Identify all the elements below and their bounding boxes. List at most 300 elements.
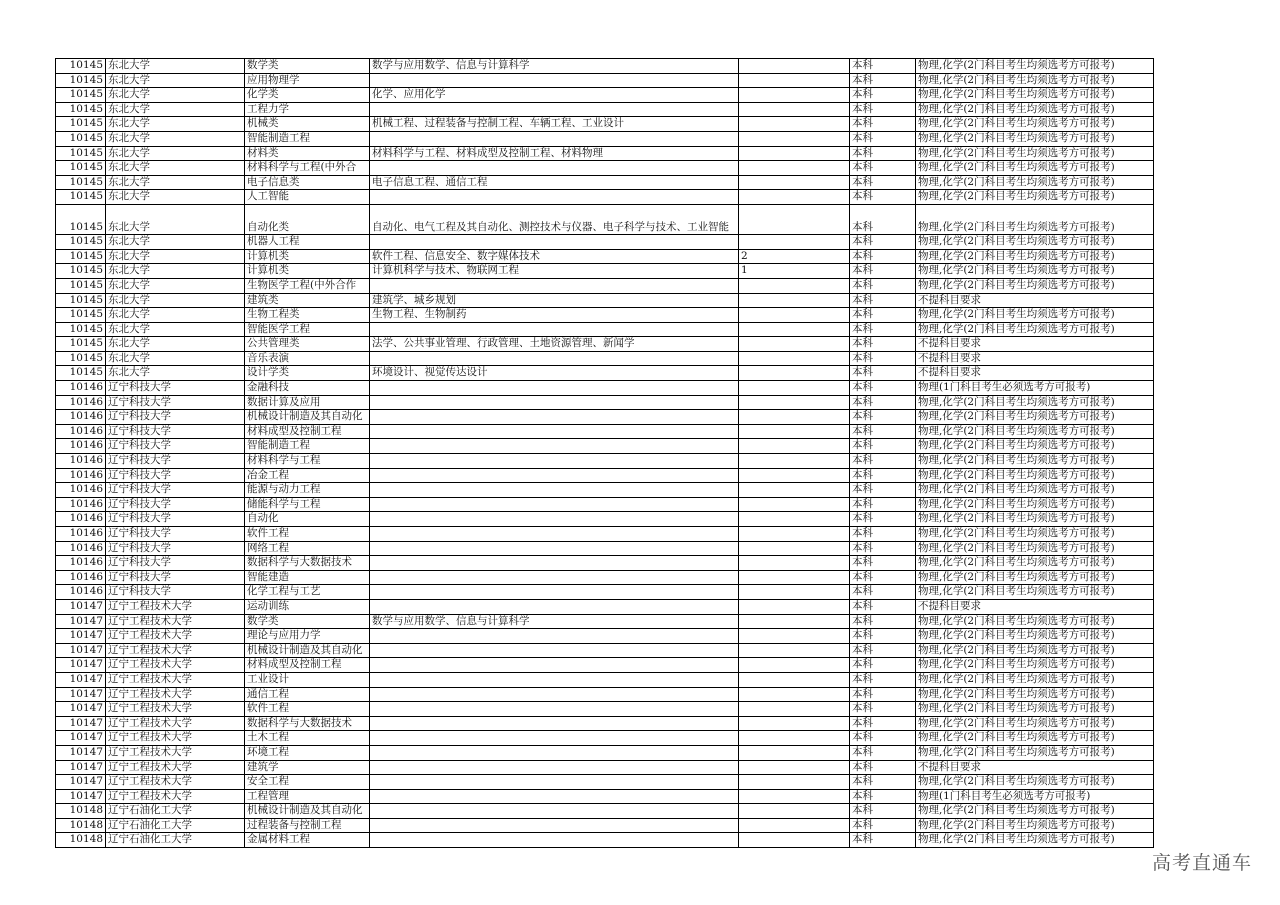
subject-requirement-cell: 物理,化学(2门科目考生均须选考方可报考) [916,570,1154,585]
school-code-cell: 10146 [56,395,106,410]
note-cell [739,454,850,469]
note-cell [739,497,850,512]
level-cell: 本科 [850,687,916,702]
included-majors-cell [370,322,739,337]
subject-requirement-cell: 物理,化学(2门科目考生均须选考方可报考) [916,527,1154,542]
school-name-cell: 辽宁工程技术大学 [106,789,245,804]
included-majors-cell [370,556,739,571]
school-name-cell: 辽宁科技大学 [106,381,245,396]
note-cell [739,204,850,234]
major-category-cell: 材料科学与工程 [245,454,370,469]
subject-requirement-cell: 物理,化学(2门科目考生均须选考方可报考) [916,833,1154,848]
subject-requirement-cell: 物理,化学(2门科目考生均须选考方可报考) [916,614,1154,629]
table-row [56,308,1154,323]
school-code-cell: 10145 [56,161,106,176]
table-row [56,818,1154,833]
table-row [56,541,1154,556]
note-cell [739,716,850,731]
note-cell [739,541,850,556]
level-cell: 本科 [850,702,916,717]
table-row [56,204,1154,234]
subject-requirement-cell: 物理,化学(2门科目考生均须选考方可报考) [916,541,1154,556]
table-row [56,804,1154,819]
level-cell: 本科 [850,190,916,205]
table-row [56,687,1154,702]
level-cell: 本科 [850,204,916,234]
included-majors-cell [370,585,739,600]
level-cell: 本科 [850,131,916,146]
level-cell: 本科 [850,366,916,381]
school-code-cell: 10146 [56,410,106,425]
major-category-cell: 金属材料工程 [245,833,370,848]
note-cell [739,585,850,600]
school-code-cell: 10147 [56,599,106,614]
note-cell [739,556,850,571]
school-code-cell: 10145 [56,278,106,293]
school-name-cell: 东北大学 [106,204,245,234]
school-name-cell: 东北大学 [106,235,245,250]
table-row [56,59,1154,74]
school-code-cell: 10147 [56,629,106,644]
note-cell [739,322,850,337]
table-row [56,322,1154,337]
included-majors-cell [370,468,739,483]
school-name-cell: 辽宁科技大学 [106,541,245,556]
table-row [56,88,1154,103]
table-row [56,731,1154,746]
major-category-cell: 建筑类 [245,293,370,308]
subject-requirement-cell: 物理,化学(2门科目考生均须选考方可报考) [916,190,1154,205]
included-majors-cell: 数学与应用数学、信息与计算科学 [370,614,739,629]
subject-requirement-cell: 物理,化学(2门科目考生均须选考方可报考) [916,556,1154,571]
included-majors-cell [370,629,739,644]
included-majors-cell [370,410,739,425]
school-code-cell: 10147 [56,614,106,629]
school-name-cell: 东北大学 [106,175,245,190]
subject-requirement-cell: 物理,化学(2门科目考生均须选考方可报考) [916,585,1154,600]
school-name-cell: 东北大学 [106,117,245,132]
school-code-cell: 10148 [56,804,106,819]
school-name-cell: 辽宁科技大学 [106,395,245,410]
level-cell: 本科 [850,102,916,117]
included-majors-cell [370,512,739,527]
note-cell [739,117,850,132]
table-body [56,59,1154,848]
school-name-cell: 辽宁工程技术大学 [106,745,245,760]
note-cell [739,818,850,833]
school-name-cell: 辽宁石油化工大学 [106,818,245,833]
included-majors-cell [370,527,739,542]
note-cell [739,73,850,88]
table-row [56,716,1154,731]
table-row [56,570,1154,585]
subject-requirement-cell: 物理,化学(2门科目考生均须选考方可报考) [916,424,1154,439]
major-category-cell: 应用物理学 [245,73,370,88]
level-cell: 本科 [850,541,916,556]
school-code-cell: 10148 [56,833,106,848]
table-row [56,672,1154,687]
level-cell: 本科 [850,614,916,629]
school-code-cell: 10146 [56,585,106,600]
subject-requirement-cell: 物理,化学(2门科目考生均须选考方可报考) [916,745,1154,760]
subject-requirement-cell: 物理,化学(2门科目考生均须选考方可报考) [916,131,1154,146]
major-category-cell: 数据科学与大数据技术 [245,556,370,571]
school-name-cell: 辽宁工程技术大学 [106,614,245,629]
level-cell: 本科 [850,73,916,88]
note-cell [739,702,850,717]
table-row [56,643,1154,658]
level-cell: 本科 [850,351,916,366]
note-cell [739,175,850,190]
included-majors-cell [370,599,739,614]
subject-requirement-cell: 物理,化学(2门科目考生均须选考方可报考) [916,161,1154,176]
level-cell: 本科 [850,804,916,819]
included-majors-cell [370,395,739,410]
note-cell [739,468,850,483]
subject-requirement-cell: 物理,化学(2门科目考生均须选考方可报考) [916,687,1154,702]
table-row [56,175,1154,190]
table-row [56,439,1154,454]
major-category-cell: 材料成型及控制工程 [245,424,370,439]
school-name-cell: 东北大学 [106,293,245,308]
note-cell [739,775,850,790]
school-code-cell: 10146 [56,454,106,469]
included-majors-cell [370,351,739,366]
subject-requirement-cell: 物理,化学(2门科目考生均须选考方可报考) [916,512,1154,527]
level-cell: 本科 [850,175,916,190]
subject-requirement-cell: 不提科目要求 [916,337,1154,352]
note-cell [739,410,850,425]
level-cell: 本科 [850,585,916,600]
school-name-cell: 辽宁工程技术大学 [106,716,245,731]
school-name-cell: 东北大学 [106,88,245,103]
included-majors-cell [370,497,739,512]
school-name-cell: 辽宁科技大学 [106,439,245,454]
school-name-cell: 东北大学 [106,161,245,176]
level-cell: 本科 [850,570,916,585]
note-cell [739,629,850,644]
level-cell: 本科 [850,760,916,775]
school-name-cell: 辽宁石油化工大学 [106,804,245,819]
school-name-cell: 东北大学 [106,146,245,161]
level-cell: 本科 [850,308,916,323]
school-code-cell: 10145 [56,235,106,250]
subject-requirement-cell: 不提科目要求 [916,293,1154,308]
note-cell [739,687,850,702]
school-code-cell: 10146 [56,512,106,527]
included-majors-cell [370,235,739,250]
major-category-cell: 工业设计 [245,672,370,687]
major-category-cell: 数学类 [245,614,370,629]
table-row [56,614,1154,629]
level-cell: 本科 [850,643,916,658]
subject-requirement-cell: 物理,化学(2门科目考生均须选考方可报考) [916,483,1154,498]
major-category-cell: 生物医学工程(中外合作 [245,278,370,293]
major-category-cell: 材料成型及控制工程 [245,658,370,673]
table-row [56,366,1154,381]
school-name-cell: 辽宁工程技术大学 [106,775,245,790]
school-name-cell: 辽宁科技大学 [106,512,245,527]
included-majors-cell [370,818,739,833]
major-category-cell: 材料类 [245,146,370,161]
table-row [56,131,1154,146]
included-majors-cell [370,102,739,117]
table-row [56,146,1154,161]
note-cell: 1 [739,264,850,279]
school-code-cell: 10146 [56,556,106,571]
school-name-cell: 辽宁工程技术大学 [106,687,245,702]
included-majors-cell: 法学、公共事业管理、行政管理、土地资源管理、新闻学 [370,337,739,352]
included-majors-cell [370,687,739,702]
school-name-cell: 辽宁石油化工大学 [106,833,245,848]
subject-requirement-cell: 物理,化学(2门科目考生均须选考方可报考) [916,775,1154,790]
note-cell [739,804,850,819]
subject-requirement-cell: 物理,化学(2门科目考生均须选考方可报考) [916,235,1154,250]
table-row [56,658,1154,673]
table-row [56,454,1154,469]
school-code-cell: 10146 [56,468,106,483]
school-code-cell: 10145 [56,351,106,366]
level-cell: 本科 [850,775,916,790]
table-row [56,775,1154,790]
table-row [56,424,1154,439]
included-majors-cell: 化学、应用化学 [370,88,739,103]
major-category-cell: 计算机类 [245,249,370,264]
subject-requirement-cell: 物理,化学(2门科目考生均须选考方可报考) [916,658,1154,673]
level-cell: 本科 [850,424,916,439]
note-cell [739,351,850,366]
subject-requirement-cell: 物理,化学(2门科目考生均须选考方可报考) [916,804,1154,819]
level-cell: 本科 [850,88,916,103]
subject-requirement-cell: 物理,化学(2门科目考生均须选考方可报考) [916,146,1154,161]
table-row [56,102,1154,117]
school-name-cell: 东北大学 [106,131,245,146]
subject-requirement-cell: 物理,化学(2门科目考生均须选考方可报考) [916,204,1154,234]
table-row [56,190,1154,205]
major-category-cell: 工程管理 [245,789,370,804]
level-cell: 本科 [850,278,916,293]
table-row [56,629,1154,644]
table-row [56,278,1154,293]
level-cell: 本科 [850,161,916,176]
subject-requirement-cell: 物理,化学(2门科目考生均须选考方可报考) [916,454,1154,469]
subject-requirement-cell: 物理,化学(2门科目考生均须选考方可报考) [916,102,1154,117]
table-row [56,833,1154,848]
school-name-cell: 辽宁工程技术大学 [106,658,245,673]
major-category-cell: 化学工程与工艺 [245,585,370,600]
school-code-cell: 10147 [56,789,106,804]
school-name-cell: 东北大学 [106,351,245,366]
included-majors-cell: 材料科学与工程、材料成型及控制工程、材料物理 [370,146,739,161]
school-code-cell: 10145 [56,204,106,234]
school-name-cell: 辽宁工程技术大学 [106,629,245,644]
subject-requirement-cell: 不提科目要求 [916,351,1154,366]
major-category-cell: 人工智能 [245,190,370,205]
note-cell [739,424,850,439]
subject-requirement-cell: 物理,化学(2门科目考生均须选考方可报考) [916,672,1154,687]
subject-requirement-cell: 物理,化学(2门科目考生均须选考方可报考) [916,716,1154,731]
level-cell: 本科 [850,249,916,264]
note-cell [739,745,850,760]
table-row [56,497,1154,512]
table-row [56,789,1154,804]
school-code-cell: 10146 [56,424,106,439]
major-category-cell: 网络工程 [245,541,370,556]
subject-requirement-cell: 物理,化学(2门科目考生均须选考方可报考) [916,308,1154,323]
school-name-cell: 辽宁工程技术大学 [106,672,245,687]
included-majors-cell [370,424,739,439]
included-majors-cell [370,381,739,396]
included-majors-cell [370,658,739,673]
school-name-cell: 东北大学 [106,102,245,117]
included-majors-cell [370,483,739,498]
subject-requirement-cell: 物理,化学(2门科目考生均须选考方可报考) [916,249,1154,264]
major-category-cell: 机械设计制造及其自动化 [245,804,370,819]
school-name-cell: 辽宁科技大学 [106,410,245,425]
note-cell [739,337,850,352]
major-category-cell: 安全工程 [245,775,370,790]
school-code-cell: 10147 [56,658,106,673]
table-row [56,395,1154,410]
included-majors-cell [370,731,739,746]
major-category-cell: 能源与动力工程 [245,483,370,498]
subject-requirement-cell: 物理,化学(2门科目考生均须选考方可报考) [916,73,1154,88]
major-category-cell: 理论与应用力学 [245,629,370,644]
school-code-cell: 10147 [56,775,106,790]
included-majors-cell [370,789,739,804]
included-majors-cell [370,775,739,790]
note-cell [739,308,850,323]
included-majors-cell [370,161,739,176]
major-category-cell: 机械设计制造及其自动化 [245,410,370,425]
included-majors-cell: 建筑学、城乡规划 [370,293,739,308]
major-category-cell: 数据科学与大数据技术 [245,716,370,731]
major-category-cell: 运动训练 [245,599,370,614]
included-majors-cell [370,131,739,146]
major-category-cell: 智能制造工程 [245,439,370,454]
subject-requirement-cell: 物理,化学(2门科目考生均须选考方可报考) [916,818,1154,833]
school-name-cell: 东北大学 [106,190,245,205]
school-code-cell: 10145 [56,146,106,161]
table-row [56,527,1154,542]
major-category-cell: 储能科学与工程 [245,497,370,512]
level-cell: 本科 [850,235,916,250]
major-category-cell: 机械类 [245,117,370,132]
school-code-cell: 10145 [56,264,106,279]
included-majors-cell: 软件工程、信息安全、数字媒体技术 [370,249,739,264]
table-row [56,483,1154,498]
school-code-cell: 10146 [56,527,106,542]
level-cell: 本科 [850,658,916,673]
level-cell: 本科 [850,512,916,527]
major-category-cell: 设计学类 [245,366,370,381]
level-cell: 本科 [850,599,916,614]
note-cell: 2 [739,249,850,264]
table-row [56,585,1154,600]
table-row [56,351,1154,366]
level-cell: 本科 [850,454,916,469]
school-name-cell: 辽宁科技大学 [106,497,245,512]
subject-requirement-cell: 物理,化学(2门科目考生均须选考方可报考) [916,497,1154,512]
table-row [56,556,1154,571]
school-name-cell: 辽宁科技大学 [106,424,245,439]
school-code-cell: 10145 [56,117,106,132]
level-cell: 本科 [850,337,916,352]
school-code-cell: 10147 [56,702,106,717]
major-category-cell: 音乐表演 [245,351,370,366]
major-category-cell: 材料科学与工程(中外合 [245,161,370,176]
school-code-cell: 10147 [56,745,106,760]
note-cell [739,570,850,585]
watermark-text: 高考直通车 [1151,852,1252,874]
school-code-cell: 10145 [56,102,106,117]
major-category-cell: 机器人工程 [245,235,370,250]
included-majors-cell [370,672,739,687]
level-cell: 本科 [850,731,916,746]
note-cell [739,599,850,614]
level-cell: 本科 [850,381,916,396]
school-code-cell: 10145 [56,131,106,146]
subject-requirement-cell: 物理,化学(2门科目考生均须选考方可报考) [916,264,1154,279]
school-code-cell: 10145 [56,249,106,264]
table-row [56,73,1154,88]
note-cell [739,131,850,146]
major-category-cell: 建筑学 [245,760,370,775]
note-cell [739,161,850,176]
subject-requirement-cell: 物理,化学(2门科目考生均须选考方可报考) [916,395,1154,410]
included-majors-cell [370,454,739,469]
school-name-cell: 东北大学 [106,278,245,293]
note-cell [739,760,850,775]
included-majors-cell: 机械工程、过程装备与控制工程、车辆工程、工业设计 [370,117,739,132]
school-name-cell: 辽宁科技大学 [106,468,245,483]
table-row [56,293,1154,308]
school-code-cell: 10146 [56,541,106,556]
major-category-cell: 化学类 [245,88,370,103]
school-name-cell: 辽宁科技大学 [106,570,245,585]
note-cell [739,672,850,687]
major-category-cell: 金融科技 [245,381,370,396]
subject-requirement-cell: 物理,化学(2门科目考生均须选考方可报考) [916,88,1154,103]
school-name-cell: 辽宁工程技术大学 [106,599,245,614]
school-name-cell: 东北大学 [106,337,245,352]
note-cell [739,59,850,74]
included-majors-cell [370,804,739,819]
school-name-cell: 东北大学 [106,308,245,323]
school-name-cell: 东北大学 [106,322,245,337]
level-cell: 本科 [850,395,916,410]
table-row [56,235,1154,250]
school-code-cell: 10145 [56,293,106,308]
level-cell: 本科 [850,146,916,161]
note-cell [739,789,850,804]
table-row [56,760,1154,775]
major-category-cell: 冶金工程 [245,468,370,483]
subject-requirement-cell: 物理,化学(2门科目考生均须选考方可报考) [916,175,1154,190]
major-category-cell: 智能建造 [245,570,370,585]
school-code-cell: 10145 [56,59,106,74]
level-cell: 本科 [850,264,916,279]
level-cell: 本科 [850,59,916,74]
major-category-cell: 机械设计制造及其自动化 [245,643,370,658]
school-code-cell: 10145 [56,337,106,352]
note-cell [739,731,850,746]
school-code-cell: 10146 [56,381,106,396]
level-cell: 本科 [850,410,916,425]
note-cell [739,190,850,205]
level-cell: 本科 [850,468,916,483]
table-row [56,512,1154,527]
